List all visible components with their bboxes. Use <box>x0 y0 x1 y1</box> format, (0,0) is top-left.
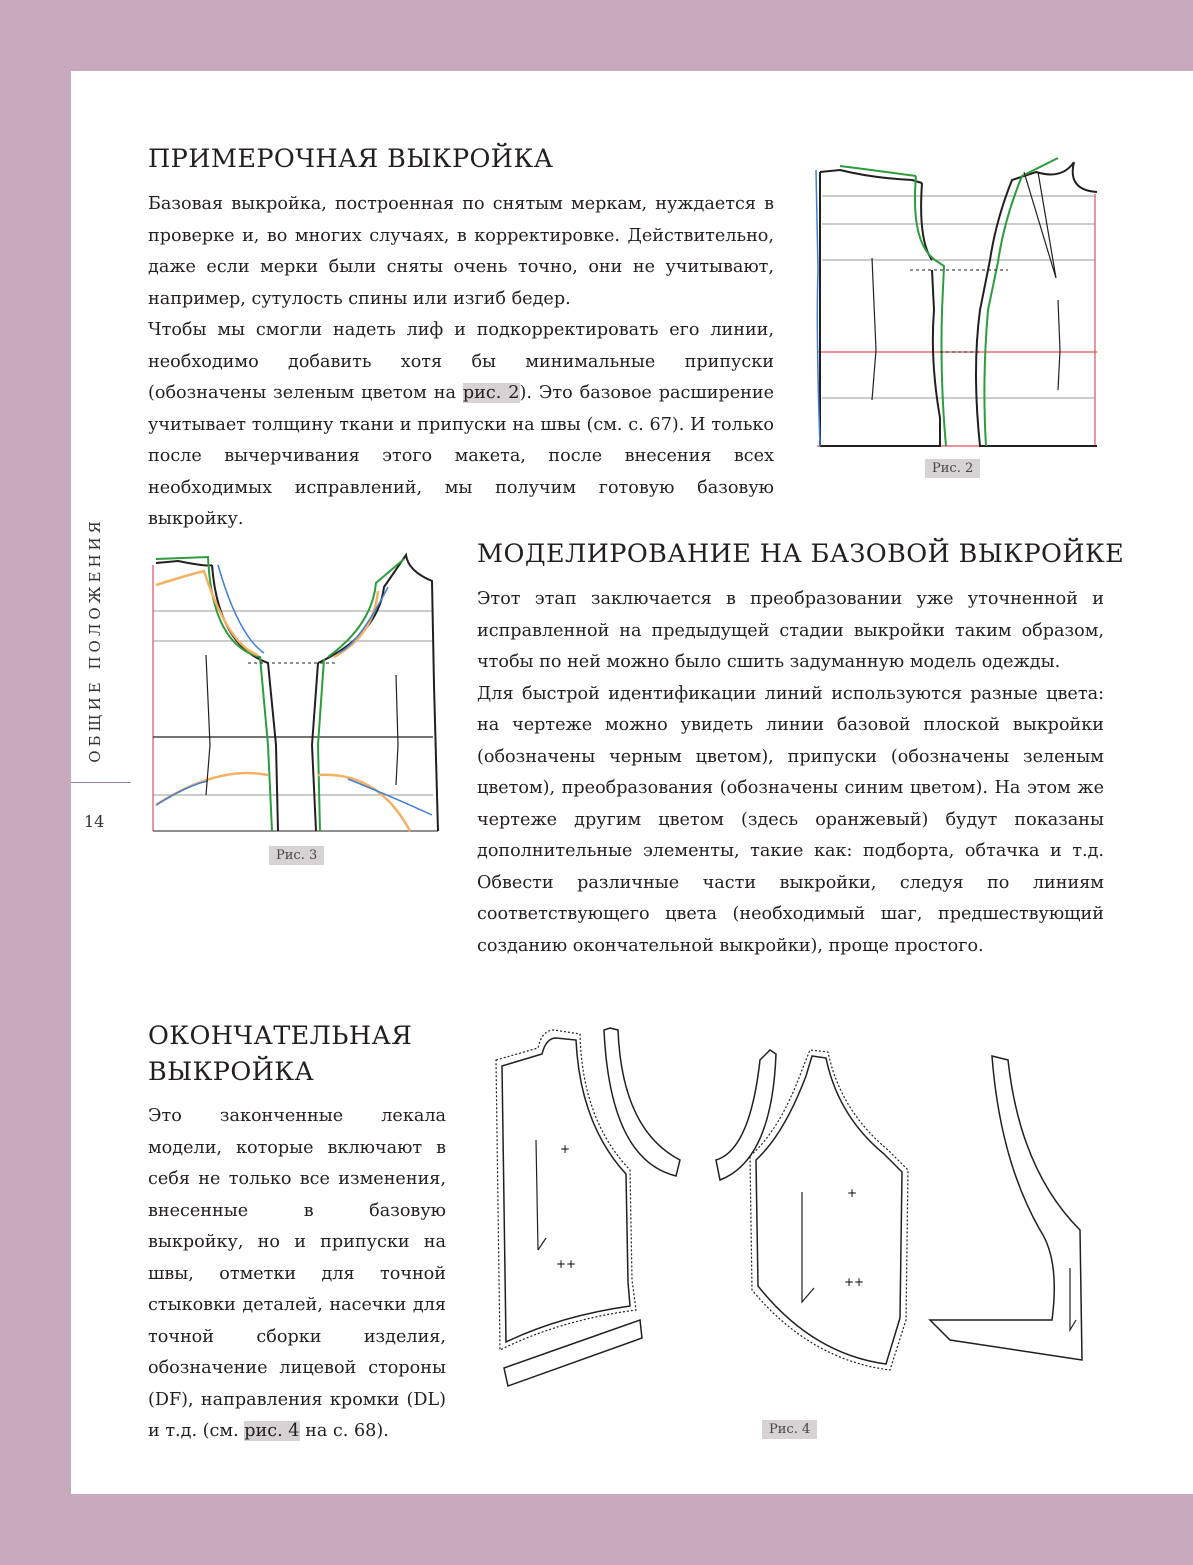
figure-4-drawing <box>480 1020 1100 1400</box>
section2-paragraph-2: Для быстрой идентификации линий используются разные цвета: на чертеже можно увидеть линии базовой плоской выкройки (обозначены черным цветом), припуски (обозначены зеленым цветом), преобразования (обозначены синим цветом). На этом же чертеже другим цветом (здесь оранжевый) будут показаны дополнительные элементы, такие как: подборта, обтачка и т.д. Обвести различные части выкройки, следуя по линиям соответствующего цвета (необходимый шаг, предшествующий созданию окончательной выкройки), проще простого. <box>477 683 1104 956</box>
figure-4-ref[interactable]: рис. 4 <box>244 1421 300 1441</box>
fig3-transform-lines <box>156 565 432 815</box>
section1-text <box>148 189 774 536</box>
fig4-back-hem-facing <box>504 1320 642 1386</box>
fig4-front-neck-facing <box>716 1050 776 1180</box>
figure-2-drawing <box>812 150 1102 456</box>
section3-title <box>148 1018 412 1090</box>
page-number: 14 <box>84 812 105 831</box>
fig4-grain-lines <box>536 1140 1076 1330</box>
fig4-back-piece <box>502 1038 630 1342</box>
fig4-mark: + <box>847 1186 858 1200</box>
figure-2-ref[interactable]: рис. 2 <box>462 383 520 403</box>
fig4-mark: ++ <box>844 1275 865 1289</box>
section2-text <box>477 584 1104 962</box>
section2-paragraph-1: Этот этап заключается в преобразовании уже уточненной и исправленной на предыдущей стадии выкройки таким образом, чтобы по ней можно было сшить задуманную модель одежды. <box>477 589 1104 672</box>
fig3-allowance-lines <box>156 557 404 831</box>
side-rule <box>71 782 131 783</box>
figure-3-caption: Рис. 3 <box>269 846 324 865</box>
fig3-facing-lines <box>156 571 410 831</box>
figure-2-caption: Рис. 2 <box>925 459 980 478</box>
fig4-mark: + <box>560 1142 571 1156</box>
fig4-front-piece <box>756 1056 902 1364</box>
section3-title-line1: ОКОНЧАТЕЛЬНАЯ <box>148 1021 413 1051</box>
section2-title: МОДЕЛИРОВАНИЕ НА БАЗОВОЙ ВЫКРОЙКЕ <box>477 539 1125 569</box>
section3-title-line2: ВЫКРОЙКА <box>148 1057 315 1087</box>
fig4-back-neck-facing <box>604 1028 680 1176</box>
fig4-mark: ++ <box>556 1257 577 1271</box>
figure-3-drawing <box>148 545 448 835</box>
fig2-front-base <box>921 162 1097 446</box>
fig2-allowance-lines <box>840 158 1058 446</box>
fig4-front-piece-outline <box>750 1050 908 1370</box>
section1-title: ПРИМЕРОЧНАЯ ВЫКРОЙКА <box>148 144 554 174</box>
fig4-back-piece-outline <box>496 1030 636 1350</box>
side-chapter-title-text: ОБЩИЕ ПОЛОЖЕНИЯ <box>86 517 104 763</box>
section3-text <box>148 1101 446 1448</box>
figure-4-caption: Рис. 4 <box>762 1420 817 1439</box>
section3-paragraph-1: Это законченные лекала модели, которые включают в себя не только все изменения, внесенные в базовую выкройку, но и припуски на швы, отметки для точной стыковки деталей, насечки для точной сборки изделия, обозначение лицевой стороны (DF), направления кромки (DL) и т.д. (см. рис. 4 на с. 68). <box>148 1106 446 1441</box>
section1-paragraph-1: Базовая выкройка, построенная по снятым меркам, нуждается в проверке и, во многих случаях, в корректировке. Действительно, даже если мерки были сняты очень точно, они не учитывают, например, сутулость спины или изгиб бедер. <box>148 194 774 309</box>
fig3-base-lines <box>156 555 438 831</box>
section1-paragraph-2: Чтобы мы смогли надеть лиф и подкорректировать его линии, необходимо добавить хотя бы минимальные припуски (обозначены зеленым цветом на рис. 2). Это базовое расширение учитывает толщину ткани и припуски на швы (см. с. 67). И только после вычерчивания этого макета, после внесения всех необходимых исправлений, мы получим готовую базовую выкройку. <box>148 320 774 529</box>
fig2-darts <box>872 172 1060 400</box>
fig4-front-facing <box>930 1056 1082 1360</box>
